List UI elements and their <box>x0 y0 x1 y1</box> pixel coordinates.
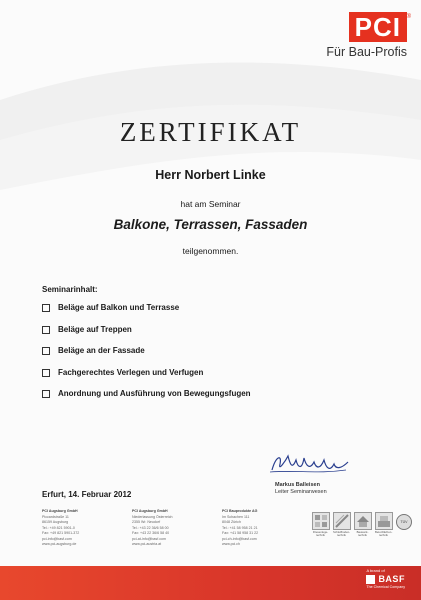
beton-icon: Betonflächen-technik <box>375 512 392 538</box>
signature <box>268 450 352 478</box>
bau-icon: Bauwerk-technik <box>354 512 371 538</box>
competence-icons <box>312 512 396 538</box>
certificate-title: ZERTIFIKAT <box>119 117 302 147</box>
list-item: Fachgerechtes Verlegen und Verfugen <box>42 368 251 390</box>
pci-logo <box>326 12 411 59</box>
seminar-title: Balkone, Terrassen, Fassaden <box>113 217 308 232</box>
signer-block <box>275 482 327 496</box>
checkbox-icon <box>42 326 50 334</box>
list-item: Beläge auf Balkon und Terrasse <box>42 303 251 325</box>
list-item: Beläge an der Fassade <box>42 346 251 368</box>
checkbox-icon <box>42 347 50 355</box>
intro-text: hat am Seminar <box>180 199 241 209</box>
place-date: Erfurt, 14. Februar 2012 <box>42 490 132 499</box>
basf-claim: The Chemical Company <box>366 585 405 589</box>
footer-address-augsburg: PCI Augsburg GmbH Piccardstraße 11 86159 Augsburg Tel.: +49 821 5901-0 Fax: +49 821 5901-372 pci-info@basf.com www.pci-augsburg.de <box>42 509 80 546</box>
list-item: Beläge auf Treppen <box>42 325 251 347</box>
basf-square-icon <box>366 575 375 584</box>
footer-address-switzerland: PCI Bauprodukte AG Im Schachen 111 8048 Zürich Tel.: +41 58 958 21 21 Fax: +41 58 958 31 22 pci-ch-info@basf.com www.pci.ch <box>222 509 259 546</box>
logo-tagline: Für Bau-Profis <box>326 45 407 59</box>
recipient-name: Herr Norbert Linke <box>155 168 266 182</box>
schleif-icon: Schleifboden-technik <box>333 512 350 538</box>
footer-address-austria: PCI Augsburg GmbH Niederlassung Österreich 2355 Wr. Neudorf Tel.: +43 22 36/6 58 00 Fax: +43 22 36/6 58 40 pci-at-info@basf.com www.pci-austria.at <box>132 509 173 546</box>
checkbox-icon <box>42 304 50 312</box>
tuv-seal: TÜV <box>396 514 412 530</box>
signer-role: Leiter Seminarwesen <box>275 489 327 495</box>
basf-brand: BASF <box>378 574 405 584</box>
completed-text: teilgenommen. <box>182 246 239 256</box>
basf-logo <box>366 568 405 589</box>
signer-name: Markus Balleisen <box>275 482 320 488</box>
content-heading: Seminarinhalt: <box>42 285 98 294</box>
registered-mark: ® <box>406 14 411 20</box>
pci-brand-mark: PCI <box>349 12 407 42</box>
list-item: Anordnung und Ausführung von Bewegungsfugen <box>42 389 251 411</box>
checkbox-icon <box>42 390 50 398</box>
content-list <box>42 303 251 411</box>
brand-of-text: A brand of <box>366 568 385 573</box>
checkbox-icon <box>42 369 50 377</box>
fliesen-icon: Fliesenlege-technik <box>312 512 329 538</box>
footer-stripe <box>0 566 421 600</box>
